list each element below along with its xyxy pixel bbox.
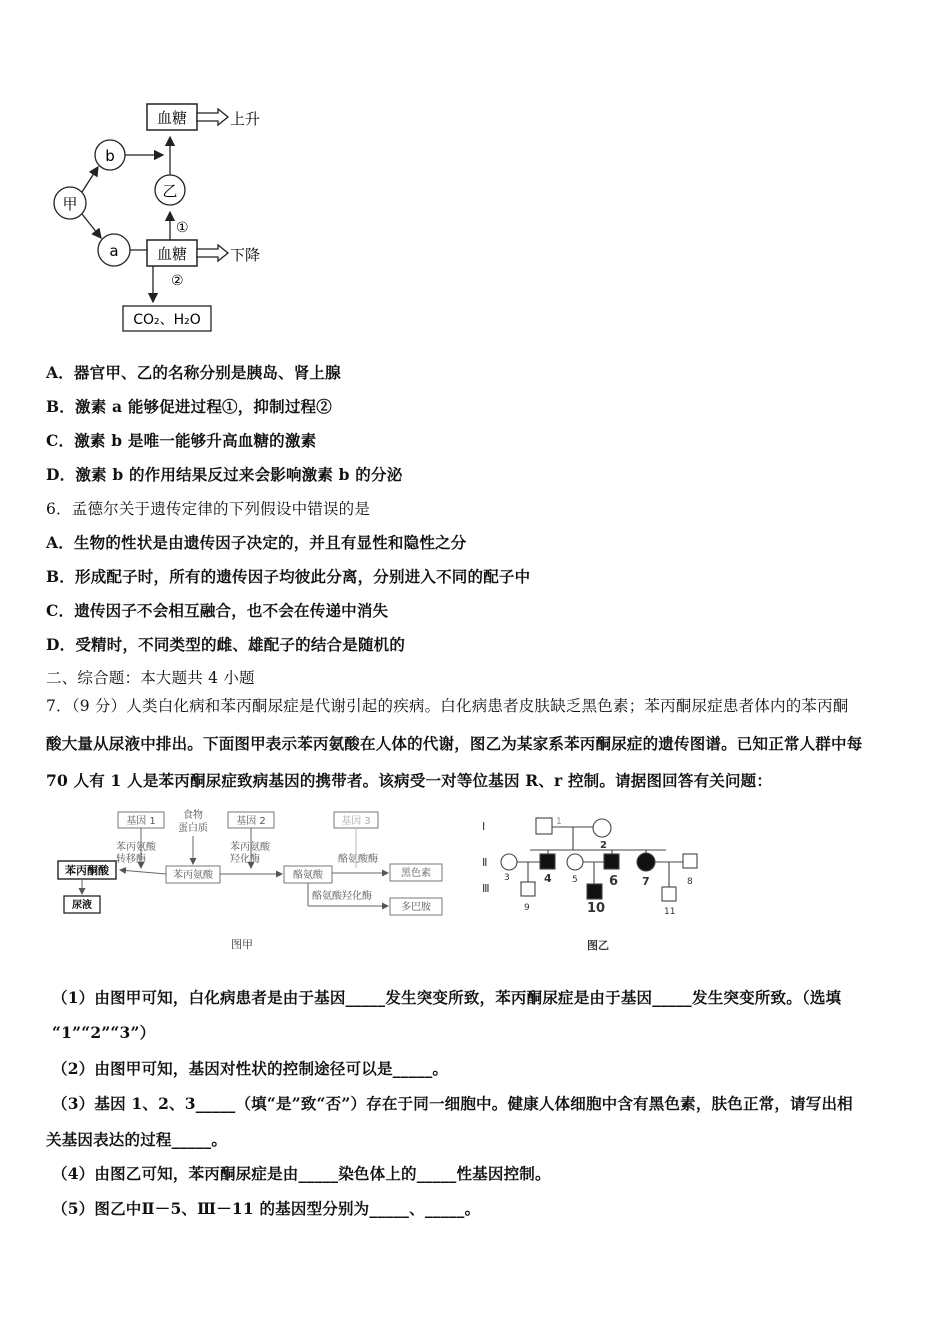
rise-arrow-icon <box>197 109 228 125</box>
q6-option-a: A．生物的性状是由遗传因子决定的，并且有显性和隐性之分 <box>46 533 467 552</box>
pedigree-num-11: 11 <box>664 907 676 917</box>
gene-3-label: 基因 3 <box>341 816 371 827</box>
enzyme-1-line-a: 苯丙氨酸 <box>116 842 156 853</box>
generation-1-label: Ⅰ <box>482 820 486 833</box>
figure-jia-caption: 图甲 <box>231 938 253 951</box>
enzyme-2-line-a: 苯丙氨酸 <box>230 842 270 853</box>
figure-yi-caption: 图乙 <box>587 939 609 952</box>
dopamine-label: 多巴胺 <box>401 902 431 913</box>
process-1-label: ① <box>176 220 189 236</box>
protein-label: 蛋白质 <box>178 823 208 834</box>
blood-sugar-top-label: 血糖 <box>156 109 188 127</box>
food-label: 食物 <box>183 810 203 821</box>
urine-label: 尿液 <box>72 900 92 911</box>
pedigree-num-4: 4 <box>544 872 552 885</box>
products-label: CO₂、H₂O <box>133 312 201 328</box>
node-jia-label: 甲 <box>62 195 78 213</box>
blood-sugar-diagram <box>40 95 280 340</box>
q7-stem-line-2: 酸大量从尿液中排出。下面图甲表示苯丙氨酸在人体的代谢，图乙为某家系苯丙酮尿症的遗传图谱。已知正常人群中每 <box>46 734 863 753</box>
q6-stem: 6．孟德尔关于遗传定律的下列假设中错误的是 <box>46 500 371 518</box>
pedigree-num-2: 2 <box>600 840 607 851</box>
tyrosinase-label: 酪氨酸酶 <box>338 854 378 865</box>
figure-jia-metabolism <box>50 806 460 956</box>
node-yi-label: 乙 <box>162 182 178 200</box>
fall-arrow-icon <box>197 245 228 261</box>
tyrosine-label: 酪氨酸 <box>293 870 323 881</box>
q7-sub-1-cont: “1”“2”“3”） <box>52 1023 156 1042</box>
q7-sub-4: （4）由图乙可知，苯丙酮尿症是由_____染色体上的_____性基因控制。 <box>52 1164 551 1183</box>
q7-sub-3-cont: 关基因表达的过程_____。 <box>46 1130 228 1149</box>
blood-sugar-mid-label: 血糖 <box>156 245 188 263</box>
section-heading: 二、综合题：本大题共 4 小题 <box>46 669 255 687</box>
q5-option-d: D．激素 b 的作用结果反过来会影响激素 b 的分泌 <box>46 465 403 484</box>
pedigree-num-5: 5 <box>572 875 578 885</box>
pedigree-num-9: 9 <box>524 903 530 913</box>
pedigree-num-7: 7 <box>642 875 650 888</box>
phenylpyruvic-label: 苯丙酮酸 <box>65 864 109 877</box>
q7-stem-line-1: 7．（9 分）人类白化病和苯丙酮尿症是代谢引起的疾病。白化病患者皮肤缺乏黑色素；苯丙酮尿症患者体内的苯丙酮 <box>46 697 849 715</box>
figure-yi-pedigree <box>478 812 703 957</box>
q6-option-d: D．受精时，不同类型的雌、雄配子的结合是随机的 <box>46 635 406 654</box>
generation-2-label: Ⅱ <box>482 856 488 869</box>
q6-option-b: B．形成配子时，所有的遗传因子均彼此分离，分别进入不同的配子中 <box>46 567 531 586</box>
pedigree-num-3: 3 <box>504 873 510 883</box>
q6-option-c: C．遗传因子不会相互融合，也不会在传递中消失 <box>46 601 389 620</box>
pedigree-num-8: 8 <box>687 877 693 887</box>
generation-3-label: Ⅲ <box>482 882 490 895</box>
enzyme-2-line-b: 羟化酶 <box>230 854 260 865</box>
pedigree-num-6: 6 <box>609 874 619 889</box>
melanin-label: 黑色素 <box>401 868 431 879</box>
enzyme-1-line-b: 转移酶 <box>116 854 146 865</box>
fall-label: 下降 <box>230 246 261 264</box>
q7-stem-line-3: 70 人有 1 人是苯丙酮尿症致病基因的携带者。该病受一对等位基因 R、r 控制。请据图回答有关问题： <box>46 771 773 790</box>
gene-2-label: 基因 2 <box>236 816 266 827</box>
tyrosine-hydroxylase-label: 酪氨酸羟化酶 <box>312 891 372 902</box>
q7-sub-2: （2）由图甲可知，基因对性状的控制途径可以是_____。 <box>52 1059 449 1078</box>
q5-option-b: B．激素 a 能够促进过程①，抑制过程② <box>46 397 332 416</box>
q7-sub-3: （3）基因 1、2、3_____（填“是”致“否”）存在于同一细胞中。健康人体细胞中含有黑色素，肤色正常，请写出相 <box>52 1094 853 1113</box>
phenylalanine-label: 苯丙氨酸 <box>173 870 213 881</box>
pedigree-num-10: 10 <box>587 901 606 916</box>
gene-1-label: 基因 1 <box>126 816 156 827</box>
q5-option-a: A．器官甲、乙的名称分别是胰岛、肾上腺 <box>46 363 341 382</box>
pedigree-num-1: 1 <box>556 817 562 827</box>
node-a-label: a <box>109 242 119 260</box>
process-2-label: ② <box>171 273 184 289</box>
q5-option-c: C．激素 b 是唯一能够升高血糖的激素 <box>46 431 317 450</box>
node-b-label: b <box>105 147 115 165</box>
q7-sub-1: （1）由图甲可知，白化病患者是由于基因_____发生突变所致，苯丙酮尿症是由于基因_____发生突变所致。（选填 <box>52 988 842 1007</box>
rise-label: 上升 <box>230 110 261 128</box>
q7-sub-5: （5）图乙中Ⅱ－5、Ⅲ－11 的基因型分别为_____、_____。 <box>52 1199 481 1218</box>
